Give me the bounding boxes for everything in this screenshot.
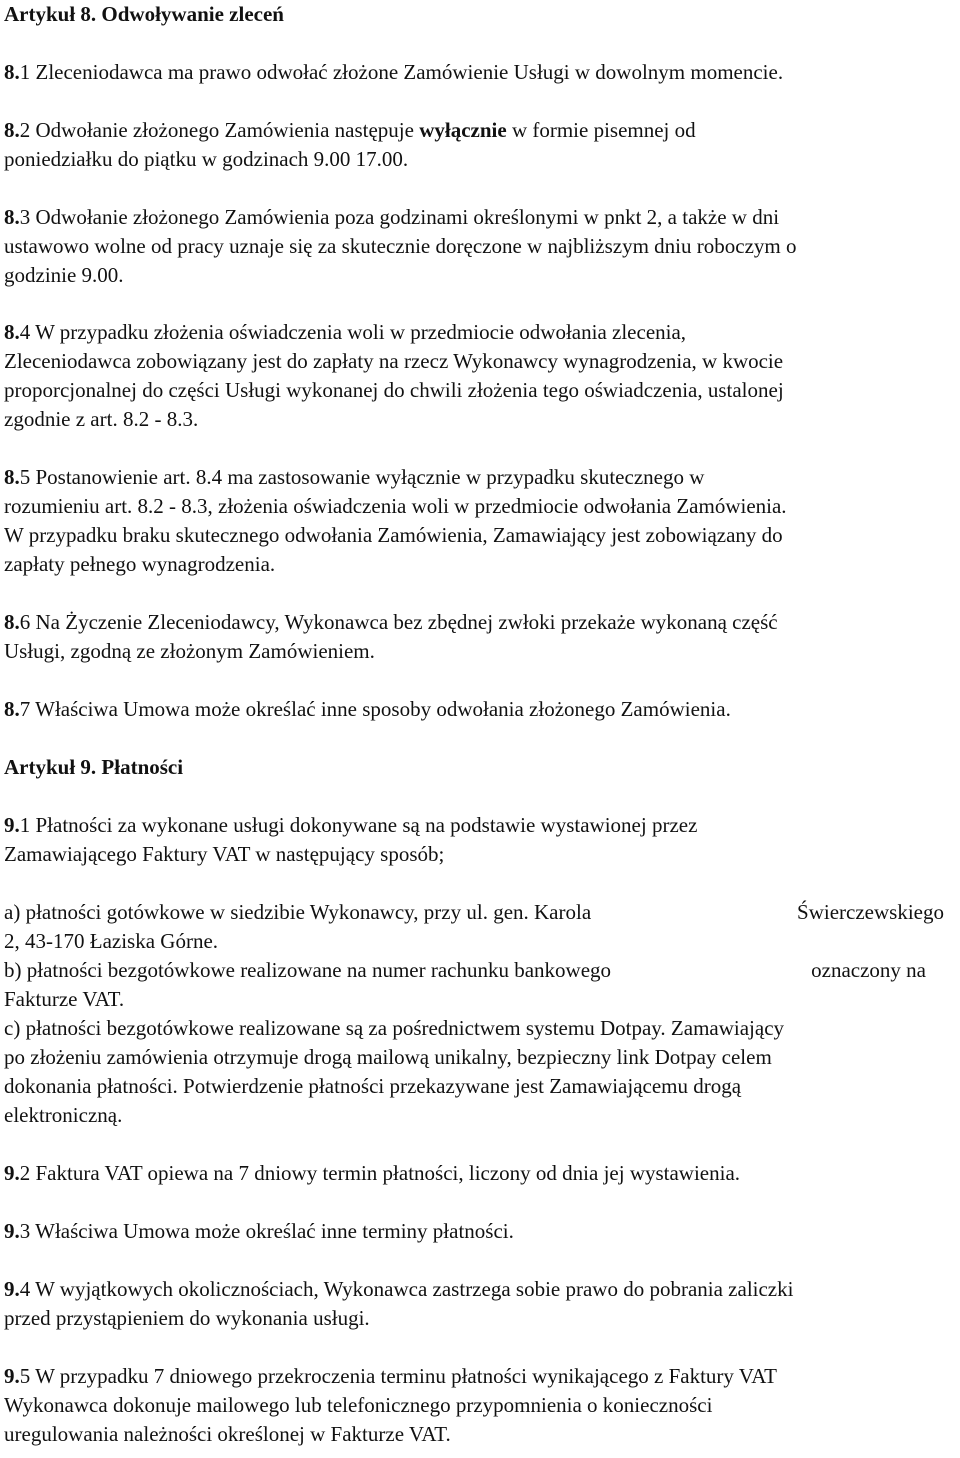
paragraph-line — [4, 1362, 958, 1391]
paragraph-line: Zleceniodawca zobowiązany jest do zapłaty na rzecz Wykonawcy wynagrodzenia, w kwocie — [4, 349, 784, 373]
paragraph-line — [4, 318, 958, 347]
paragraph-text: 2 Odwołanie złożonego Zamówienia następuje — [19, 118, 420, 142]
paragraph-text: a) płatności gotówkowe w siedzibie Wykonawcy, przy ul. gen. Karola — [4, 900, 592, 924]
paragraph-8-2 — [4, 116, 958, 174]
paragraph-number: 8. — [4, 610, 20, 634]
paragraph-line — [4, 116, 958, 145]
paragraph-text: 1 Zleceniodawca ma prawo odwołać złożone Zamówienie Usługi w dowolnym momencie. — [19, 60, 784, 84]
payment-item-c — [4, 1014, 958, 1130]
article-8-heading: Artykuł 8. Odwoływanie zleceń — [4, 2, 284, 26]
paragraph-line: uregulowania należności określonej w Fakturze VAT. — [4, 1422, 451, 1446]
paragraph-line: zapłaty pełnego wynagrodzenia. — [4, 552, 276, 576]
paragraph-line — [4, 811, 958, 840]
paragraph-number: 9. — [4, 1161, 20, 1185]
paragraph-text: 1 Płatności za wykonane usługi dokonywane są na podstawie wystawionej przez — [19, 813, 698, 837]
paragraph-line: po złożeniu zamówienia otrzymuje drogą mailową unikalny, bezpieczny link Dotpay celem — [4, 1045, 772, 1069]
paragraph-line: dokonania płatności. Potwierdzenie płatności przekazywane jest Zamawiającemu drogą — [4, 1074, 742, 1098]
paragraph-line: Zamawiającego Faktury VAT w następujący sposób; — [4, 842, 445, 866]
paragraph-number: 8. — [4, 205, 20, 229]
paragraph-line — [4, 58, 958, 87]
paragraph-9-3 — [4, 1217, 958, 1246]
paragraph-line — [4, 1275, 958, 1304]
paragraph-number: 9. — [4, 1219, 20, 1243]
paragraph-text: 2 Faktura VAT opiewa na 7 dniowy termin płatności, liczony od dnia jej wystawienia. — [19, 1161, 741, 1185]
paragraph-number: 9. — [4, 1277, 20, 1301]
paragraph-9-4 — [4, 1275, 958, 1333]
paragraph-8-4 — [4, 318, 958, 434]
paragraph-line: c) płatności bezgotówkowe realizowane są za pośrednictwem systemu Dotpay. Zamawiający — [4, 1016, 785, 1040]
paragraph-line — [4, 1217, 958, 1246]
paragraph-line: zgodnie z art. 8.2 - 8.3. — [4, 407, 199, 431]
paragraph-number: 8. — [4, 465, 20, 489]
paragraph-text: 5 W przypadku 7 dniowego przekroczenia terminu płatności wynikającego z Faktury VAT — [19, 1364, 777, 1388]
paragraph-number: 8. — [4, 118, 20, 142]
paragraph-number: 9. — [4, 1364, 20, 1388]
paragraph-number: 8. — [4, 60, 20, 84]
paragraph-line — [4, 203, 958, 232]
payment-item-a — [4, 898, 944, 956]
paragraph-8-6 — [4, 608, 958, 666]
paragraph-9-5 — [4, 1362, 958, 1449]
payment-item-b — [4, 956, 926, 1014]
paragraph-8-3 — [4, 203, 958, 290]
paragraph-line: W przypadku braku skutecznego odwołania Zamówienia, Zamawiający jest zobowiązany do — [4, 523, 783, 547]
paragraph-text: 6 Na Życzenie Zleceniodawcy, Wykonawca bez zbędnej zwłoki przekaże wykonaną część — [19, 610, 778, 634]
paragraph-8-5 — [4, 463, 958, 579]
paragraph-line — [4, 956, 926, 985]
paragraph-line: 2, 43-170 Łaziska Górne. — [4, 929, 219, 953]
paragraph-number: 9. — [4, 813, 20, 837]
article-9-heading: Artykuł 9. Płatności — [4, 755, 184, 779]
paragraph-9-1 — [4, 811, 958, 869]
paragraph-line: poniedziałku do piątku w godzinach 9.00 17.00. — [4, 147, 409, 171]
paragraph-9-2 — [4, 1159, 958, 1188]
paragraph-text: 5 Postanowienie art. 8.4 ma zastosowanie wyłącznie w przypadku skutecznego w — [19, 465, 705, 489]
paragraph-number: 8. — [4, 697, 20, 721]
paragraph-text: Świerczewskiego — [797, 900, 944, 924]
paragraph-line: Usługi, zgodną ze złożonym Zamówieniem. — [4, 639, 375, 663]
paragraph-line — [4, 898, 944, 927]
paragraph-line: Wykonawca dokonuje mailowego lub telefonicznego przypomnienia o konieczności — [4, 1393, 713, 1417]
paragraph-line: godzinie 9.00. — [4, 263, 124, 287]
paragraph-line: ustawowo wolne od pracy uznaje się za skutecznie doręczone w najbliższym dniu roboczym o — [4, 234, 797, 258]
paragraph-text: 4 W przypadku złożenia oświadczenia woli w przedmiocie odwołania zlecenia, — [19, 320, 687, 344]
paragraph-line: przed przystąpieniem do wykonania usługi. — [4, 1306, 370, 1330]
paragraph-line: Fakturze VAT. — [4, 987, 125, 1011]
paragraph-8-7 — [4, 695, 958, 724]
paragraph-8-1 — [4, 58, 958, 87]
paragraph-line — [4, 695, 958, 724]
paragraph-text: oznaczony na — [811, 958, 926, 982]
paragraph-line: rozumieniu art. 8.2 - 8.3, złożenia oświadczenia woli w przedmiocie odwołania Zamówienia. — [4, 494, 787, 518]
paragraph-line — [4, 1159, 958, 1188]
paragraph-text: 7 Właściwa Umowa może określać inne sposoby odwołania złożonego Zamówienia. — [19, 697, 731, 721]
paragraph-line: proporcjonalnej do części Usługi wykonanej do chwili złożenia tego oświadczenia, ustalonej — [4, 378, 784, 402]
paragraph-text: w formie pisemnej od — [506, 118, 696, 142]
paragraph-text: 3 Odwołanie złożonego Zamówienia poza godzinami określonymi w pnkt 2, a także w dni — [19, 205, 780, 229]
paragraph-text: 3 Właściwa Umowa może określać inne terminy płatności. — [19, 1219, 514, 1243]
paragraph-line — [4, 608, 958, 637]
paragraph-line — [4, 463, 958, 492]
paragraph-line: elektroniczną. — [4, 1103, 123, 1127]
paragraph-text: b) płatności bezgotówkowe realizowane na numer rachunku bankowego — [4, 958, 612, 982]
paragraph-text: 4 W wyjątkowych okolicznościach, Wykonawca zastrzega sobie prawo do pobrania zaliczki — [19, 1277, 794, 1301]
paragraph-number: 8. — [4, 320, 20, 344]
emphasis-text: wyłącznie — [419, 118, 507, 142]
